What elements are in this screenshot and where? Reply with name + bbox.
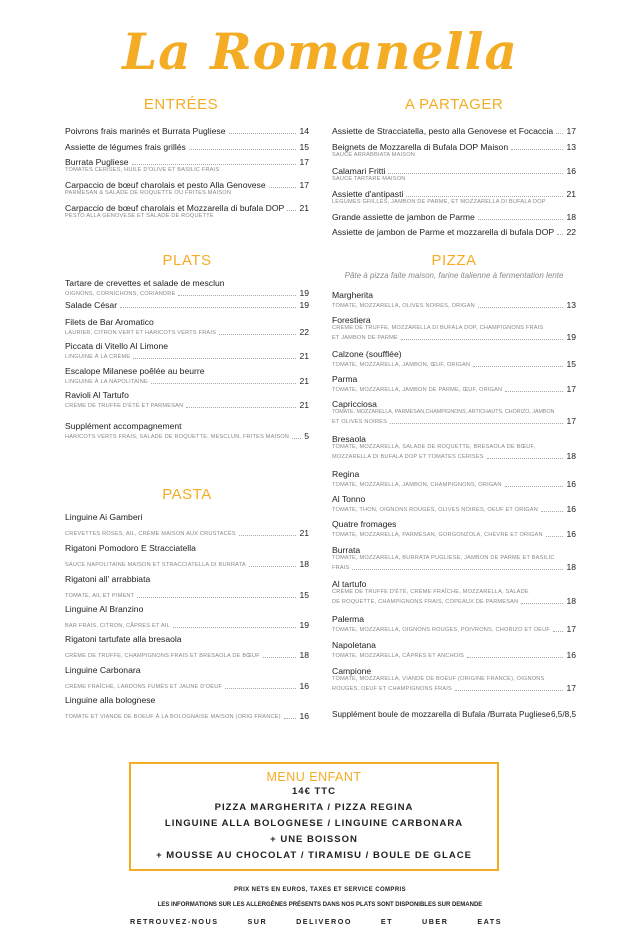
item-price: 15 — [299, 142, 309, 152]
item-name: Palerma — [332, 614, 364, 624]
pizza-item — [332, 374, 576, 394]
item-desc: TOMATE, MOZZARELLA, VIANDE DE BOEUF (ORIGINE FRANCE), OIGNONS — [332, 676, 545, 682]
item-price: 5 — [304, 431, 309, 441]
item-desc-cont: DE ROQUETTE, CHAMPIGNONS FRAIS, COPEAUX DE PARMESAN — [332, 599, 519, 605]
item-desc: TOMATE, MOZZARELLA, OLIVES NOIRES, ORIGAN — [332, 303, 475, 309]
item-name: Linguine Ai Gamberi — [65, 512, 143, 522]
pizza-item — [332, 494, 576, 514]
pizza-item — [332, 545, 576, 572]
item-price: 13 — [566, 300, 576, 310]
pasta-item — [65, 634, 309, 660]
partager-item — [332, 189, 576, 206]
item-name: Tartare de crevettes et salade de mesclun — [65, 278, 225, 288]
pizza-subheading: Pâte à pizza faite maison, farine italienne à fermentation lente — [344, 271, 564, 280]
item-desc-cont: FRAIS — [332, 565, 350, 571]
item-name: Carpaccio de bœuf charolais et pesto Alla Genovese — [65, 180, 266, 190]
item-price: 16 — [566, 529, 576, 539]
item-desc: SAUCE TARTARE MAISON — [332, 176, 406, 182]
item-price: 17 — [299, 157, 309, 167]
item-name: Piccata di Vitello Al Limone — [65, 341, 169, 351]
item-price: 21 — [299, 203, 309, 213]
item-price: 16 — [566, 504, 576, 514]
pasta-item — [65, 665, 309, 691]
pizza-item — [332, 640, 576, 660]
item-desc: LEGUMES GRILLÉS, JAMBON DE PARME, ET MOZZARELLA DI BUFALA DOP — [332, 199, 546, 205]
plats-item — [65, 366, 309, 386]
item-desc: CRÈME DE TRUFFE D'ÉTÉ, CRÈME FRAÎCHE, MOZZARELLA, SALADE — [332, 589, 529, 595]
plats-item — [65, 390, 309, 410]
item-desc: SAUCE NAPOLITAINE MAISON ET STRACCIATELLA DI BURRATA — [65, 562, 246, 568]
item-name: Rigatoni all' arrabbiata — [65, 574, 151, 584]
pizza-item — [332, 519, 576, 539]
entrees-item — [65, 157, 309, 174]
pasta-item — [65, 695, 309, 721]
item-name: Linguine Carbonara — [65, 665, 141, 675]
item-desc: CRÈME DE TRUFFE D'ÉTÉ ET PARMESAN — [65, 403, 184, 409]
item-price: 16 — [566, 479, 576, 489]
pasta-item — [65, 604, 309, 630]
item-desc: LAURIER, CITRON VERT ET HARICOTS VERTS FRAIS — [65, 330, 217, 336]
item-price: 18 — [566, 212, 576, 222]
item-name: Napoletana — [332, 640, 376, 650]
item-name: Al tartufo — [332, 579, 367, 589]
item-price: 19 — [299, 288, 309, 298]
plats-item — [65, 341, 309, 361]
item-price: 18 — [566, 562, 576, 572]
item-name: Rigatoni tartufate alla bresaola — [65, 634, 182, 644]
item-name: Al Tonno — [332, 494, 366, 504]
item-price: 17 — [566, 416, 576, 426]
item-price: 17 — [566, 126, 576, 136]
item-desc: PARMESAN & SALADE DE ROQUETTE OU FRITES MAISON — [65, 190, 232, 196]
item-price: 14 — [299, 126, 309, 136]
pasta-item — [65, 574, 309, 600]
item-name: Supplément accompagnement — [65, 421, 182, 431]
plats-item — [65, 278, 309, 298]
pizza-item — [332, 579, 576, 606]
item-price: 18 — [566, 596, 576, 606]
item-name: Regina — [332, 469, 360, 479]
item-name: Forestiera — [332, 315, 371, 325]
item-desc: TOMATE, THON, OIGNONS ROUGES, OLIVES NOIRES, OEUF ET ORIGAN — [332, 507, 538, 513]
pizza-item — [332, 315, 576, 342]
menu-enfant-line: + MOUSSE AU CHOCOLAT / TIRAMISU / BOULE DE GLACE — [156, 850, 472, 861]
menu-enfant-line: + UNE BOISSON — [270, 834, 358, 845]
entrees-item — [65, 180, 309, 197]
item-desc: LINGUINE À LA NAPOLITAINE — [65, 379, 148, 385]
item-name: Carpaccio de bœuf charolais et Mozzarella di bufala DOP — [65, 203, 285, 213]
footer-word: RETROUVEZ-NOUS — [130, 917, 219, 926]
item-price: 21 — [566, 189, 576, 199]
item-name: Calzone (soufflée) — [332, 349, 402, 359]
footer-word: ET — [380, 917, 394, 926]
item-name: Ravioli Al Tartufo — [65, 390, 129, 400]
item-desc: CRÈME DE TRUFFE, MOZZARELLA DI BUFALA DOP, CHAMPIGNONS FRAIS — [332, 325, 544, 331]
item-desc: PESTO ALLA GENOVESE ET SALADE DE ROQUETTE — [65, 213, 214, 219]
menu-enfant-line: PIZZA MARGHERITA / PIZZA REGINA — [214, 802, 414, 813]
footer-word: UBER — [422, 917, 449, 926]
plats-heading: PLATS — [162, 252, 212, 269]
item-desc: TOMATE, MOZZARELLA, BURRATA PUGLIESE, JAMBON DE PARME ET BASILIC — [332, 555, 555, 561]
item-desc-cont: MOZZARELLA DI BUFALA DOP ET TOMATES CERISES — [332, 454, 484, 460]
item-desc: CRÈME FRAÎCHE, LARDONS FUMÉS ET JAUNE D'OEUF — [65, 684, 223, 690]
plats-item — [65, 300, 309, 310]
item-price: 17 — [566, 683, 576, 693]
item-price: 13 — [566, 142, 576, 152]
item-name: Burrata — [332, 545, 361, 555]
partager-item — [332, 227, 576, 237]
item-name: Linguine alla bolognese — [65, 695, 156, 705]
menu-enfant-title: MENU ENFANT — [266, 770, 362, 784]
item-desc: TOMATE, MOZZARELLA, JAMBON DE PARME, ŒUF, ORIGAN — [332, 387, 503, 393]
item-price: 15 — [566, 359, 576, 369]
item-desc: TOMATE, MOZZARELLA, SALADE DE ROQUETTE, BRESAOLA DE BŒUF, — [332, 444, 536, 450]
pasta-heading: PASTA — [162, 486, 212, 503]
plats-item — [65, 421, 309, 441]
item-price: 17 — [566, 624, 576, 634]
item-name: Campione — [332, 666, 372, 676]
item-price: 19 — [299, 300, 309, 310]
item-name: Filets de Bar Aromatico — [65, 317, 154, 327]
item-name: Salade César — [65, 300, 118, 310]
item-desc: TOMATE, MOZZARELLA, PARMESAN, GORGONZOLA, CHÈVRE ET ORIGAN — [332, 532, 543, 538]
menu-enfant-line: LINGUINE ALLA BOLOGNESE / LINGUINE CARBONARA — [164, 818, 464, 829]
item-price: 21 — [299, 376, 309, 386]
item-name: Poivrons frais marinés et Burrata Pugliese — [65, 126, 226, 136]
item-name: Assiette de légumes frais grillés — [65, 142, 186, 152]
item-price: 18 — [299, 559, 309, 569]
footer-word: DELIVEROO — [296, 917, 352, 926]
partager-item — [332, 142, 576, 159]
item-name: Beignets de Mozzarella di Bufala DOP Maison — [332, 142, 509, 152]
item-desc: CRÈME DE TRUFFE, CHAMPIGNONS FRAIS ET BRESAOLA DE BŒUF — [65, 653, 260, 659]
item-price: 22 — [299, 327, 309, 337]
pasta-item — [65, 512, 309, 538]
entrees-item — [65, 126, 309, 136]
supplement-price: 6,5/8,5 — [550, 710, 576, 719]
item-price: 18 — [299, 650, 309, 660]
item-desc: TOMATE, MOZZARELLA, PARMESAN,CHAMPIGNONS, ARTICHAUTS, CHORIZO, JAMBON — [332, 409, 555, 415]
item-price: 21 — [299, 351, 309, 361]
menu-enfant-box — [129, 762, 499, 871]
item-price: 16 — [299, 681, 309, 691]
item-name: Bresaola — [332, 434, 366, 444]
item-name: Calamari Fritti — [332, 166, 386, 176]
footer-allergens-note: LES INFORMATIONS SUR LES ALLERGÈNES PRÉSENTS DANS NOS PLATS SONT DISPONIBLES SUR DEMANDE — [157, 902, 483, 908]
pizza-item — [332, 434, 576, 461]
entrees-item — [65, 203, 309, 220]
item-name: Assiette de jambon de Parme et mozzarella di bufala DOP — [332, 227, 555, 237]
item-price: 19 — [566, 332, 576, 342]
item-price: 17 — [299, 180, 309, 190]
partager-item — [332, 126, 576, 136]
pizza-item — [332, 614, 576, 634]
item-desc: SAUCE ARRABBIATA MAISON — [332, 152, 416, 158]
pizza-item — [332, 290, 576, 310]
item-name: Quatre fromages — [332, 519, 397, 529]
item-price: 16 — [566, 166, 576, 176]
partager-item — [332, 212, 576, 222]
supplement-name: Supplément boule de mozzarella di Bufala /Burrata Pugliese — [332, 710, 551, 719]
entrees-item — [65, 142, 309, 152]
item-desc: TOMATE, MOZZARELLA, OIGNONS ROUGES, POIVRONS, CHORIZO ET OEUF — [332, 627, 550, 633]
pizza-item — [332, 469, 576, 489]
menu-enfant-line: 14€ TTC — [292, 786, 336, 797]
item-name: Escalope Milanese poêlée au beurre — [65, 366, 205, 376]
item-price: 16 — [566, 650, 576, 660]
pizza-item — [332, 349, 576, 369]
item-price: 18 — [566, 451, 576, 461]
item-desc: HARICOTS VERTS FRAIS, SALADE DE ROQUETTE, MESCLUN, FRITES MAISON — [65, 434, 290, 440]
item-name: Rigatoni Pomodoro E Stracciatella — [65, 543, 196, 553]
item-desc-cont: ROUGES, OEUF ET CHAMPIGNONS FRAIS — [332, 686, 452, 692]
item-name: Burrata Pugliese — [65, 157, 129, 167]
item-desc: TOMATE, MOZZARELLA, JAMBON, CHAMPIGNONS, ORIGAN — [332, 482, 502, 488]
item-price: 21 — [299, 528, 309, 538]
footer-word: SUR — [247, 917, 268, 926]
item-name: Linguine Al Branzino — [65, 604, 144, 614]
item-desc: LINGUINE À LA CRÈME — [65, 354, 131, 360]
item-desc: TOMATE, MOZZARELLA, JAMBON, ŒUF, ORIGAN — [332, 362, 471, 368]
item-desc: TOMATE ET VIANDE DE BOEUF À LA BOLOGNAISE MAISON (ORIG FRANCE) — [65, 714, 281, 720]
partager-item — [332, 166, 576, 183]
item-desc-cont: ET JAMBON DE PARME — [332, 335, 398, 341]
item-price: 19 — [299, 620, 309, 630]
pizza-supplement — [332, 710, 576, 719]
item-price: 22 — [566, 227, 576, 237]
item-name: Parma — [332, 374, 358, 384]
entrees-heading: ENTRÉES — [143, 96, 219, 113]
item-price: 15 — [299, 590, 309, 600]
restaurant-title: La Romanella — [122, 22, 518, 81]
item-desc: OIGNONS, CORNICHONS, CORIANDRE — [65, 291, 176, 297]
pizza-item — [332, 666, 576, 693]
item-name: Assiette d'antipasti — [332, 189, 404, 199]
item-price: 17 — [566, 384, 576, 394]
footer-word: EATS — [477, 917, 502, 926]
item-name: Grande assiette de jambon de Parme — [332, 212, 475, 222]
item-name: Capricciosa — [332, 399, 377, 409]
item-name: Margherita — [332, 290, 374, 300]
footer-prices-note: PRIX NETS EN EUROS, TAXES ET SERVICE COMPRIS — [233, 887, 407, 893]
footer-delivery-note — [130, 917, 502, 926]
pizza-item — [332, 399, 576, 426]
item-price: 21 — [299, 400, 309, 410]
pasta-item — [65, 543, 309, 569]
item-desc: BAR FRAIS, CITRON, CÂPRES ET AIL — [65, 623, 170, 629]
item-desc: TOMATE, MOZZARELLA, CÂPRES ET ANCHOIS — [332, 653, 465, 659]
pizza-heading: PIZZA — [431, 252, 477, 269]
item-desc-cont: ET OLIVES NOIRES — [332, 419, 388, 425]
item-price: 16 — [299, 711, 309, 721]
plats-item — [65, 317, 309, 337]
item-desc: TOMATES CERISES, HUILE D'OLIVE ET BASILIC FRAIS — [65, 167, 220, 173]
partager-heading: A PARTAGER — [404, 96, 504, 113]
item-desc: CREVETTES ROSES, AIL, CRÈME MAISON AUX CRUSTACÉS — [65, 531, 236, 537]
item-name: Assiette de Stracciatella, pesto alla Genovese et Focaccia — [332, 126, 554, 136]
item-desc: TOMATE, AIL ET PIMENT — [65, 593, 135, 599]
